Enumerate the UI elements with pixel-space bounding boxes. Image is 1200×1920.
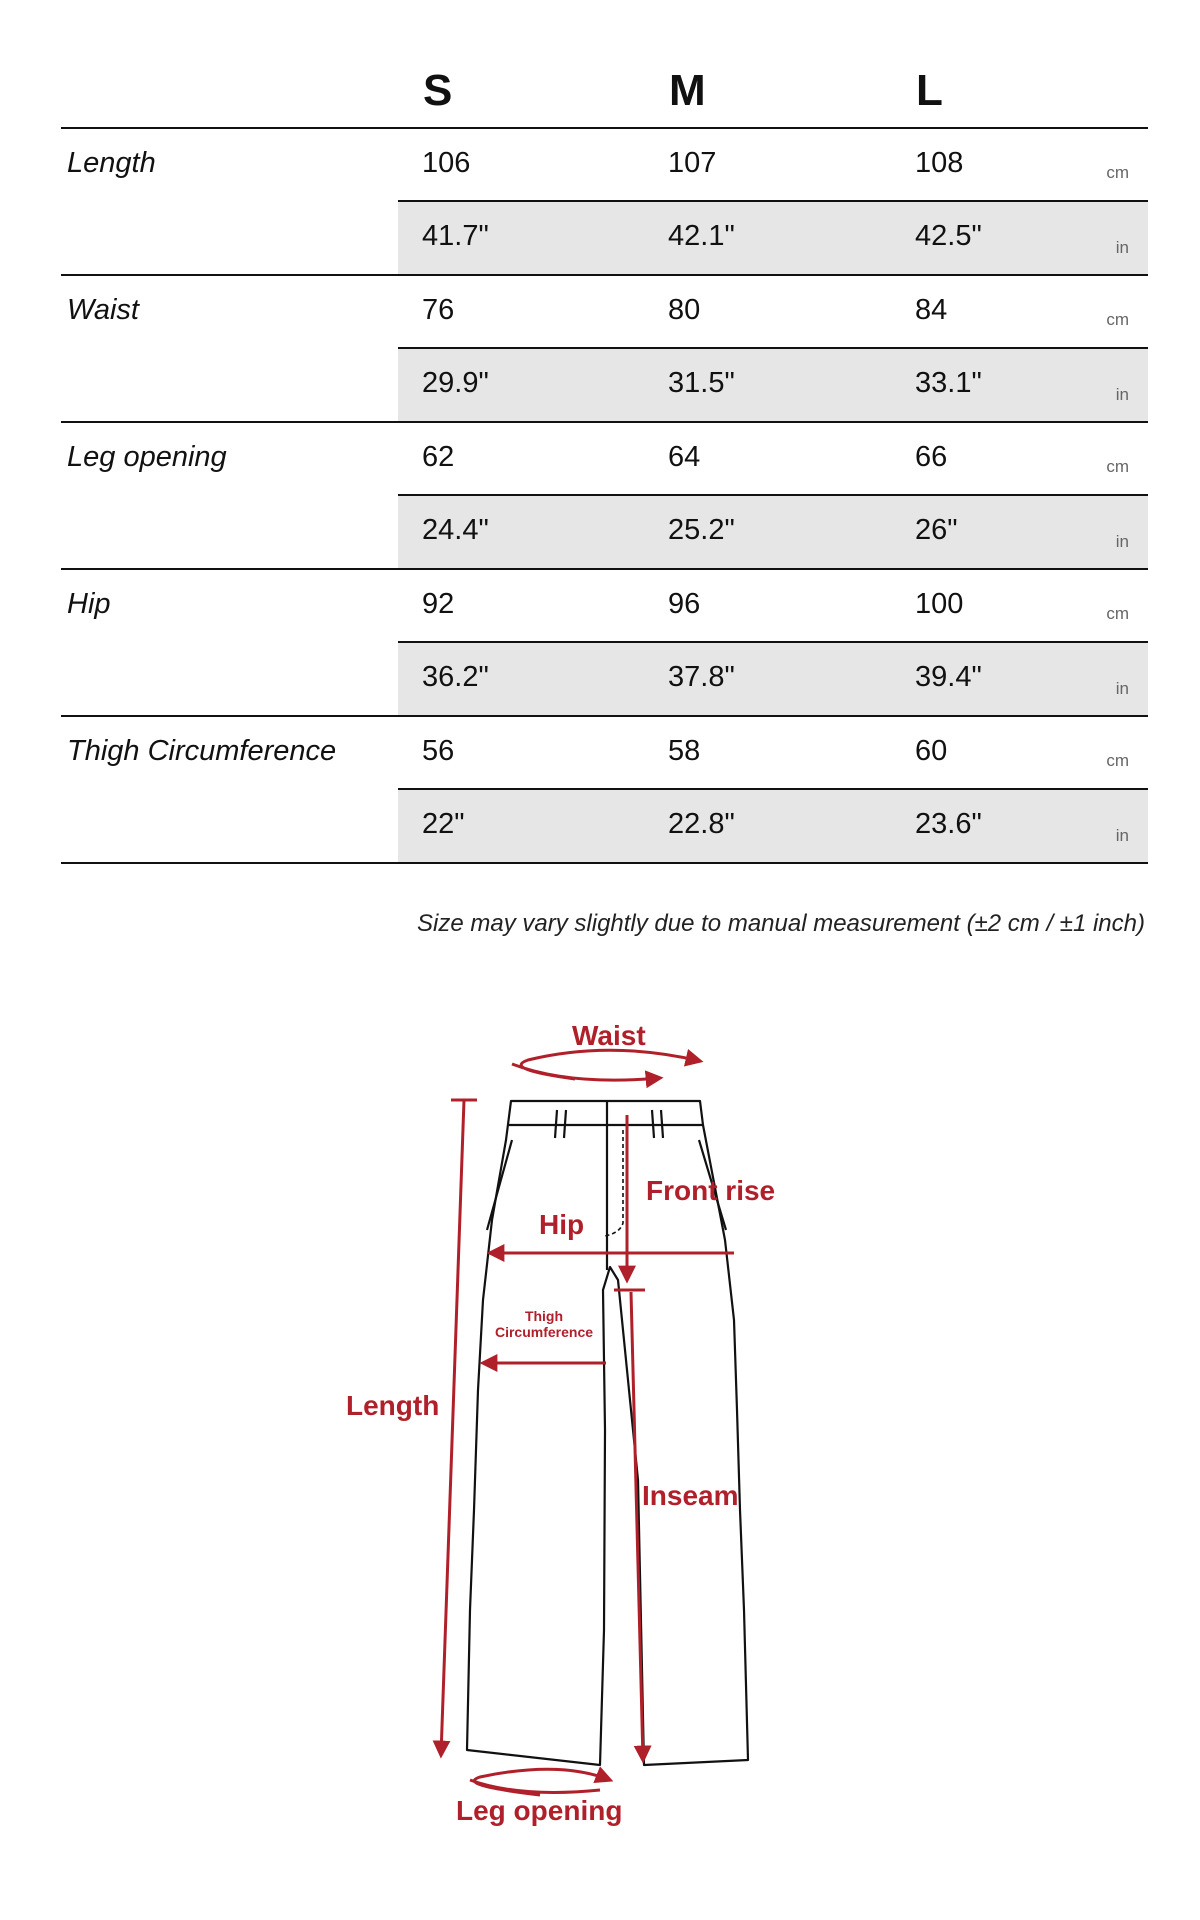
measurement-group-thigh [61,717,1148,864]
size-header-m: M [669,66,706,115]
value-cell: 42.1" [668,220,735,252]
hip-label: Hip [539,1209,585,1240]
cm-row [398,717,1148,790]
leg-opening-label: Leg opening [456,1795,623,1826]
size-header-s: S [423,66,453,115]
value-cell: 36.2" [422,661,489,693]
unit-label: cm [1106,310,1129,329]
value-cell: 25.2" [668,514,735,546]
unit-label: cm [1106,604,1129,623]
value-cell: 23.6" [915,808,982,840]
value-cell: 24.4" [422,514,489,546]
size-chart-table [61,60,1148,864]
measurement-label: Length [67,147,156,179]
value-cell: 76 [422,294,455,326]
measurement-group-hip [61,570,1148,717]
value-cell: 22" [422,808,465,840]
front-rise-label: Front rise [646,1175,776,1206]
inseam-label: Inseam [642,1480,739,1511]
cm-row [398,570,1148,643]
unit-label: in [1115,532,1129,551]
leg-opening-arrow [470,1769,610,1795]
cm-row [398,276,1148,349]
value-cell: 42.5" [915,220,982,252]
measurement-label: Hip [67,588,111,620]
measurement-group-leg-opening [61,423,1148,570]
unit-label: in [1115,238,1129,257]
value-cell: 96 [668,588,701,620]
pants-illustration [0,990,1200,1850]
unit-label: cm [1106,457,1129,476]
unit-label: cm [1106,163,1129,182]
inch-row [398,202,1148,274]
measurement-label: Waist [67,294,139,326]
value-cell: 62 [422,441,455,473]
value-cell: 108 [915,147,964,179]
inch-row [398,496,1148,568]
inch-row [398,349,1148,421]
unit-label: in [1115,385,1129,404]
value-cell: 66 [915,441,948,473]
value-cell: 26" [915,514,958,546]
value-cell: 29.9" [422,367,489,399]
thigh-circumference-label [489,1308,599,1340]
size-header-row [61,60,1148,129]
value-cell: 31.5" [668,367,735,399]
thigh-label-line2: Circumference [494,1324,594,1340]
value-cell: 56 [422,735,455,767]
thigh-label-line1: Thigh [524,1308,564,1324]
value-cell: 100 [915,588,964,620]
length-label: Length [346,1390,440,1421]
value-cell: 33.1" [915,367,982,399]
value-cell: 107 [668,147,717,179]
inch-row [398,643,1148,715]
size-header-l: L [916,66,943,115]
value-cell: 60 [915,735,948,767]
value-cell: 39.4" [915,661,982,693]
unit-label: cm [1106,751,1129,770]
value-cell: 37.8" [668,661,735,693]
value-cell: 80 [668,294,701,326]
measurement-group-waist [61,276,1148,423]
value-cell: 22.8" [668,808,735,840]
value-cell: 84 [915,294,948,326]
measurement-label: Leg opening [67,441,227,473]
measurement-note: Size may vary slightly due to manual measurement (±2 cm / ±1 inch) [417,910,1145,937]
value-cell: 92 [422,588,455,620]
value-cell: 41.7" [422,220,489,252]
pants-measurement-diagram [0,990,1200,1850]
measurement-group-length [61,129,1148,276]
value-cell: 106 [422,147,471,179]
unit-label: in [1115,679,1129,698]
measurement-label: Thigh Circumference [67,735,337,767]
value-cell: 58 [668,735,701,767]
waist-arrow [512,1050,700,1080]
inch-row [398,790,1148,862]
unit-label: in [1115,826,1129,845]
waist-label: Waist [572,1020,646,1051]
value-cell: 64 [668,441,701,473]
cm-row [398,423,1148,496]
cm-row [398,129,1148,202]
